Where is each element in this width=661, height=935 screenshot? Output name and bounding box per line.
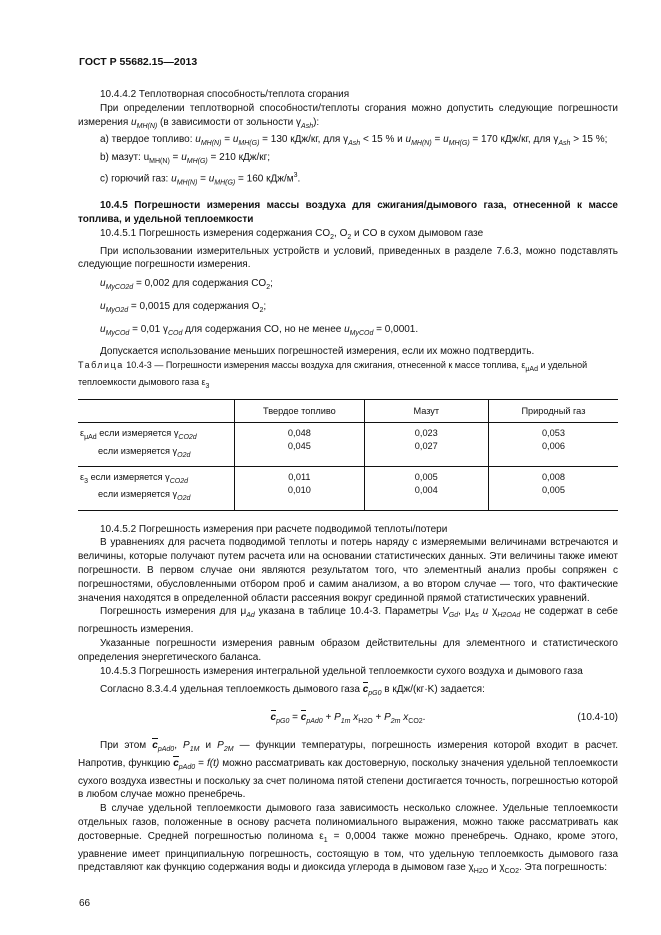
table-cell: 0,005 0,004 xyxy=(364,467,488,511)
table-header-cell: Природный газ xyxy=(488,399,618,423)
table-cell: 0,023 0,027 xyxy=(364,423,488,467)
standard-header: ГОСТ Р 55682.15—2013 xyxy=(79,56,198,68)
page-number: 66 xyxy=(79,898,91,909)
list-item-a: a) твердое топливо: $u_{MH(N)} = u_{MH(G)} = 130$ кДж/кг, для $\gamma_{Ash} < 15$ % и $u_{MH(N)} = u_{MH(G)} = 170$ кДж/кг, для $\gamma_{Ash} > 15$ %; xyxy=(100,134,608,148)
table-row-label: $\varepsilon_3$ если измеряется $\gamma_{CO2d}$ если измеряется $\gamma_{O2d}$ xyxy=(78,467,235,511)
table-caption: Таблица 10.4-3 — Погрешности измерения массы воздуха для сжигания, отнесенной к массе топлива, $\varepsilon_{\mu Ad}$ и удельной теплоемкости дымового газа $\varepsilon_3$ xyxy=(78,360,588,390)
subsection-heading-10451: 10.4.5.1 Погрешность измерения содержания $CO_2$, $O_2$ и CO в сухом дымовом газе xyxy=(100,227,484,241)
subsection-heading-10453: 10.4.5.3 Погрешность измерения интегральной удельной теплоемкости сухого воздуха и дымового газа xyxy=(100,665,583,677)
formula-co: $u_{MyCOd} = 0,01$ $\gamma_{COd}$ для содержания CO, но не менее $u_{MyCOd} = 0,0001$. xyxy=(100,323,419,337)
paragraph-smaller-errors: Допускается использование меньших погрешностей измерения, если их можно подтвердить. xyxy=(100,346,535,358)
table-row-label: $\varepsilon_{\mu Ad}$ если измеряется $\gamma_{CO2d}$ если измеряется $\gamma_{O2d}$ xyxy=(78,423,235,467)
paragraph-10451: При использовании измерительных устройств и условий, приведенных в разделе 7.6.3, можно подставлять следующие погрешности измерения. xyxy=(78,245,618,271)
table-cell: 0,048 0,045 xyxy=(235,423,365,467)
equation-number: (10.4-10) xyxy=(577,712,618,724)
paragraph-intro-10442: При определении теплотворной способности/теплоты сгорания можно допустить следующие погрешности измерения $u_{MH(N)}$ (в зависимости от зольности $\gamma_{Ash}$): xyxy=(78,102,618,130)
paragraph-10452-b: Погрешность измерения для $\mu_{Ad}$ указана в таблице 10.4-3. Параметры $V_{Gd}$, $\mu_{As}$ и $\chi_{H2OAd}$ не содержат в себе погрешность измерения. xyxy=(78,606,618,636)
paragraph-10452-a: В уравнениях для расчета подводимой теплоты и потерь наряду с измеряемыми величинами встречаются и величины, которые получают путем расчета или на основании статистических данных. Эти величины также имеют погрешности. В первом случае они являются результатом того, что элементный анализ пробы сопряжен с погрешностями, обусловленными отбором проб и самим анализом, а во втором случае — того, что фактические значения находятся в определенной области рассеяния вокруг срединной прямой статистических уравнений. xyxy=(78,537,618,604)
table-header-cell: Твердое топливо xyxy=(235,399,365,423)
formula-o2: $u_{MyO2d} = 0,0015$ для содержания $O_2$; xyxy=(100,300,267,314)
paragraph-10453-c: В случае удельной теплоемкости дымового газа зависимость несколько сложнее. Удельные теплоемкости отдельных газов, положенные в основу расчета полиномиального выражения, можно также рассматривать как достоверные. Средней погрешностью полинома $\varepsilon_1 = 0,0004$ также можно пренебречь. Однако, кроме этого, уравнение имеет принципиальную погрешность, состоящую в том, что удельную теплоемкость дымового газа представляют как функцию содержания воды и диоксида углерода в дымовом газе $\chi_{H2O}$ и $\chi_{CO2}$. Эта погрешность: xyxy=(78,803,618,876)
paragraph-10453-b: При этом $c_{pAd0}$, $P_{1M}$ и $P_{2M}$ — функции температуры, погрешность измерения которой входит в расчет. Напротив, функцию $c_{pAd0} = f(t)$ можно рассматривать как достоверную, поскольку значения удельной теплоемкости сухого воздуха известны и поскольку за счет полинома пятой степени достигается точность, погрешностью которой в любом случае можно пренебречь. xyxy=(78,740,618,801)
equation-10-4-10: $c_{pG0} = c_{pAd0} + P_{1m}$ $x_{H2O} + P_{2m}$ $x_{CO2}$. (10.4-10) xyxy=(270,712,618,726)
subsection-heading-10452: 10.4.5.2 Погрешность измерения при расчете подводимой теплоты/потери xyxy=(100,523,448,535)
table-row xyxy=(78,423,618,467)
section-heading-1045: 10.4.5 Погрешности измерения массы воздуха для сжигания/дымового газа, отнесенной к массе топлива, и удельной теплоемкости xyxy=(78,200,618,225)
formula-co2: $u_{MyCO2d} = 0,002$ для содержания $CO_2$; xyxy=(100,278,273,292)
table-header-row xyxy=(78,399,618,423)
table-cell: 0,011 0,010 xyxy=(235,467,365,511)
table-cell: 0,053 0,006 xyxy=(488,423,618,467)
section-heading-10442: 10.4.4.2 Теплотворная способность/теплота сгорания xyxy=(100,89,350,100)
table-cell: 0,008 0,005 xyxy=(488,467,618,511)
table-header-cell: Мазут xyxy=(364,399,488,423)
error-table xyxy=(78,399,618,511)
list-item-c: c) горючий газ: $u_{MH(N)} = u_{MH(G)} = 160$ кДж/$м^3$. xyxy=(100,171,301,187)
page-body xyxy=(78,88,618,879)
list-item-b: b) мазут: $u_{MH(N)} = u_{MH(G)} = 210$ кДж/кг; xyxy=(100,152,271,166)
paragraph-10452-c: Указанные погрешности измерения равным образом действительны для элементного и статистического определения энергетического баланса. xyxy=(78,638,618,663)
table-row xyxy=(78,467,618,511)
paragraph-10453-a: Согласно 8.3.4.4 удельная теплоемкость дымового газа $c_{pG0}$ в кДж/(кг·K) задается: xyxy=(100,684,485,698)
table-header-cell xyxy=(78,399,235,423)
